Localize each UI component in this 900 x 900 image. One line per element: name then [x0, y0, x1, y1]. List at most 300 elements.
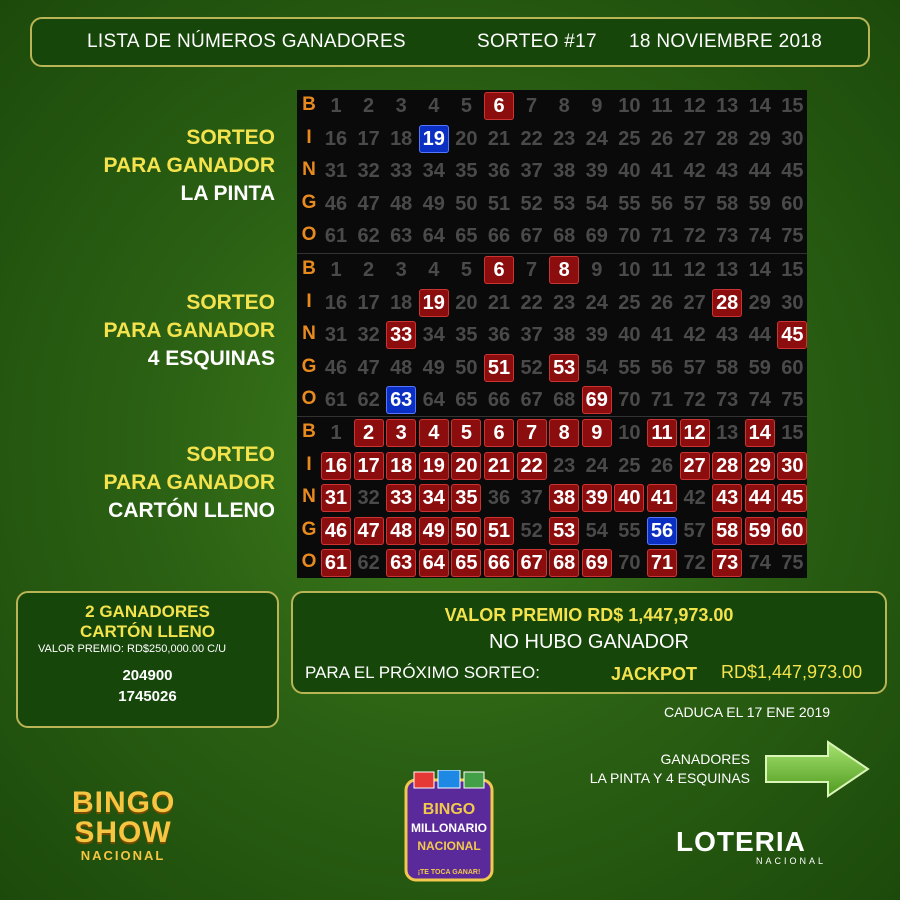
- bingo-board: [297, 90, 807, 578]
- bingo-number: 58: [716, 356, 739, 379]
- bingo-number: 46: [324, 356, 348, 379]
- bingo-number: 23: [553, 127, 576, 150]
- bingo-number: 70: [618, 552, 641, 575]
- bingo-number: 37: [520, 324, 543, 347]
- bingo-number: 53: [549, 517, 579, 545]
- bingo-number: 57: [683, 356, 706, 379]
- bingo-number: 3: [395, 259, 407, 281]
- bingo-show-logo: [72, 788, 174, 863]
- bingo-number: 2: [363, 95, 375, 117]
- logo-line: ¡TE TOCA GANAR!: [417, 869, 481, 876]
- section-label-4-esquinas: [60, 289, 275, 373]
- bingo-number: 10: [618, 259, 641, 281]
- bingo-number: 14: [748, 259, 771, 281]
- bingo-number: 12: [683, 95, 706, 117]
- bingo-row: [297, 220, 807, 253]
- jackpot-value: RD$1,447,973.00: [721, 662, 863, 682]
- bingo-number: 12: [683, 259, 706, 281]
- bingo-number: 21: [484, 452, 514, 480]
- bingo-number: 38: [553, 160, 576, 183]
- expiry-date: CADUCA EL 17 ENE 2019: [664, 704, 831, 720]
- winners-panel: [16, 591, 279, 728]
- bingo-number: 27: [680, 452, 710, 480]
- bingo-number: 25: [618, 291, 641, 314]
- bingo-number: 28: [712, 289, 742, 317]
- bingo-number: 5: [460, 95, 472, 117]
- bingo-number: 73: [716, 389, 739, 412]
- bingo-number: 45: [777, 321, 807, 349]
- bingo-number: 67: [520, 225, 543, 248]
- bingo-row: [297, 384, 807, 417]
- bingo-number: 58: [712, 517, 742, 545]
- bingo-number: 75: [781, 552, 804, 575]
- winner-number: 1745026: [118, 688, 177, 705]
- bingo-number: 37: [520, 487, 543, 510]
- bingo-number: 8: [549, 256, 579, 284]
- bingo-number: 74: [748, 552, 771, 575]
- bingo-number: 68: [549, 549, 579, 577]
- bingo-number: 11: [651, 95, 673, 117]
- bingo-number: 34: [422, 324, 445, 347]
- bingo-number: 59: [748, 192, 771, 215]
- bingo-number: 39: [582, 484, 612, 512]
- bingo-letter: G: [301, 518, 317, 540]
- bingo-number: 15: [781, 95, 804, 117]
- bingo-number: 10: [618, 95, 641, 117]
- bingo-letter: O: [301, 224, 317, 246]
- bingo-letter: B: [302, 258, 316, 279]
- bingo-number: 48: [390, 356, 413, 379]
- bingo-row: [297, 482, 807, 515]
- bingo-number: 67: [520, 389, 543, 412]
- bingo-number: 31: [321, 484, 351, 512]
- bingo-number: 72: [683, 552, 706, 575]
- bingo-number: 1: [330, 422, 342, 444]
- logo-line: SHOW: [74, 816, 172, 849]
- bingo-number: 69: [582, 549, 612, 577]
- bingo-number: 29: [748, 291, 771, 314]
- bingo-number: 42: [683, 487, 706, 510]
- bingo-number: 17: [357, 291, 380, 314]
- bingo-number: 58: [716, 192, 739, 215]
- bingo-number: 62: [357, 552, 380, 575]
- bingo-number: 25: [618, 454, 641, 477]
- logo-line: LOTERIA: [676, 826, 806, 857]
- bingo-row: [297, 319, 807, 352]
- bingo-number: 11: [651, 259, 673, 281]
- bingo-number: 65: [455, 389, 478, 412]
- bingo-number: 61: [324, 389, 348, 412]
- bingo-number: 16: [324, 291, 348, 314]
- section-label-line3: LA PINTA: [180, 182, 275, 205]
- bingo-number: 43: [716, 324, 739, 347]
- bingo-number: 40: [614, 484, 644, 512]
- bingo-number: 51: [487, 192, 511, 215]
- bingo-number: 19: [419, 125, 449, 153]
- bingo-number: 27: [683, 127, 706, 150]
- bingo-number: 26: [650, 291, 674, 314]
- bingo-number: 26: [650, 454, 674, 477]
- bingo-number: 50: [451, 517, 481, 545]
- bingo-number: 8: [549, 419, 579, 447]
- bingo-number: 59: [745, 517, 775, 545]
- bingo-number: 68: [553, 389, 576, 412]
- bingo-number: 55: [618, 192, 641, 215]
- bingo-row: [297, 188, 807, 221]
- bingo-number: 73: [716, 225, 739, 248]
- bingo-letter: B: [302, 421, 316, 442]
- bingo-number: 9: [591, 259, 603, 281]
- bingo-block: [297, 416, 807, 579]
- bingo-number: 10: [618, 422, 641, 444]
- bingo-number: 72: [683, 389, 706, 412]
- bingo-number: 75: [781, 389, 804, 412]
- bingo-number: 56: [650, 356, 674, 379]
- section-label-line3: 4 ESQUINAS: [147, 347, 275, 370]
- bingo-number: 49: [422, 356, 445, 379]
- bingo-number: 66: [484, 549, 514, 577]
- bingo-number: 54: [585, 519, 608, 542]
- bingo-number: 24: [585, 291, 608, 314]
- bingo-number: 60: [781, 192, 804, 215]
- bingo-number: 6: [484, 92, 514, 120]
- bingo-letter: O: [301, 551, 317, 573]
- bingo-number: 32: [357, 487, 380, 510]
- bingo-number: 47: [357, 192, 380, 215]
- bingo-number: 74: [748, 225, 771, 248]
- bingo-number: 75: [781, 225, 804, 248]
- bingo-number: 15: [781, 259, 804, 281]
- bingo-number: 51: [484, 354, 514, 382]
- bingo-number: 8: [558, 95, 570, 117]
- bingo-row: [297, 450, 807, 483]
- bingo-number: 34: [422, 160, 445, 183]
- bingo-row: [297, 155, 807, 188]
- bingo-number: 71: [647, 549, 677, 577]
- bingo-number: 50: [455, 192, 478, 215]
- bingo-number: 55: [618, 356, 641, 379]
- bingo-number: 9: [582, 419, 612, 447]
- section-label-line2: PARA GANADOR: [103, 154, 275, 177]
- arrow-right-icon[interactable]: [764, 738, 872, 800]
- bingo-number: 42: [683, 324, 706, 347]
- bingo-number: 28: [712, 452, 742, 480]
- bingo-number: 53: [553, 192, 576, 215]
- bingo-number: 61: [324, 225, 348, 248]
- bingo-number: 70: [618, 225, 641, 248]
- bingo-number: 18: [390, 291, 413, 314]
- winners-title-line2: CARTÓN LLENO: [79, 622, 216, 641]
- bingo-number: 3: [386, 419, 416, 447]
- bingo-number: 33: [390, 160, 413, 183]
- bingo-letter: N: [302, 486, 316, 508]
- bingo-number: 25: [618, 127, 641, 150]
- logo-line: NACIONAL: [755, 856, 826, 866]
- section-label-la-pinta: [60, 124, 275, 208]
- bingo-number: 43: [712, 484, 742, 512]
- bingo-number: 18: [386, 452, 416, 480]
- bingo-number: 54: [585, 192, 608, 215]
- bingo-number: 19: [419, 289, 449, 317]
- bingo-number: 17: [354, 452, 384, 480]
- prize-panel: [291, 591, 887, 694]
- bingo-number: 14: [748, 95, 771, 117]
- bingo-number: 64: [419, 549, 449, 577]
- bingo-number: 41: [647, 484, 677, 512]
- bingo-number: 71: [650, 389, 674, 412]
- bingo-number: 63: [390, 225, 413, 248]
- bingo-number: 31: [324, 160, 348, 183]
- bingo-number: 61: [321, 549, 351, 577]
- bingo-number: 24: [585, 454, 608, 477]
- bingo-number: 32: [357, 160, 380, 183]
- loteria-nacional-logo: [676, 826, 826, 866]
- bingo-number: 35: [451, 484, 481, 512]
- header-title: LISTA DE NÚMEROS GANADORES: [87, 31, 406, 52]
- bingo-millonario-logo: [400, 770, 498, 890]
- bingo-number: 44: [748, 160, 771, 183]
- bingo-number: 44: [745, 484, 775, 512]
- bingo-number: 32: [357, 324, 380, 347]
- bingo-number: 14: [745, 419, 775, 447]
- prize-value: VALOR PREMIO RD$ 1,447,973.00: [444, 605, 734, 625]
- bingo-number: 62: [357, 225, 380, 248]
- bingo-number: 13: [716, 259, 739, 281]
- bingo-number: 23: [553, 291, 576, 314]
- section-label-line1: SORTEO: [186, 443, 275, 466]
- bingo-number: 16: [324, 127, 348, 150]
- section-label-line2: PARA GANADOR: [103, 319, 275, 342]
- bingo-number: 62: [357, 389, 380, 412]
- bingo-number: 74: [748, 389, 771, 412]
- bingo-number: 21: [487, 127, 511, 150]
- bingo-number: 21: [487, 291, 511, 314]
- bingo-row: [297, 352, 807, 385]
- bingo-number: 5: [451, 419, 481, 447]
- bingo-number: 47: [357, 356, 380, 379]
- bingo-number: 13: [716, 95, 739, 117]
- jackpot-label: JACKPOT: [611, 664, 698, 684]
- prize-status: NO HUBO GANADOR: [488, 631, 690, 653]
- bingo-number: 64: [422, 225, 445, 248]
- header-bar: [30, 17, 870, 67]
- bingo-letter: I: [306, 290, 312, 312]
- bingo-number: 56: [647, 517, 677, 545]
- section-label-line3: CARTÓN LLENO: [108, 499, 275, 522]
- bingo-number: 7: [526, 259, 538, 281]
- logo-line: NACIONAL: [80, 848, 166, 863]
- bingo-number: 45: [777, 484, 807, 512]
- winners-prize-value: VALOR PREMIO: RD$250,000.00 C/U: [38, 643, 227, 655]
- bingo-letter: G: [301, 355, 317, 377]
- bingo-number: 31: [324, 324, 348, 347]
- bingo-number: 20: [455, 291, 478, 314]
- bingo-number: 40: [618, 324, 641, 347]
- bingo-row: [297, 515, 807, 548]
- bingo-number: 2: [354, 419, 384, 447]
- bingo-number: 42: [683, 160, 706, 183]
- bingo-number: 24: [585, 127, 608, 150]
- next-draw-label: PARA EL PRÓXIMO SORTEO:: [305, 663, 540, 682]
- bingo-number: 36: [487, 487, 511, 510]
- bingo-number: 69: [585, 225, 608, 248]
- bingo-number: 1: [330, 259, 342, 281]
- logo-line: BINGO: [422, 801, 476, 818]
- bingo-number: 54: [585, 356, 608, 379]
- bingo-number: 35: [455, 324, 478, 347]
- winner-number: 204900: [122, 667, 173, 684]
- bingo-number: 41: [650, 160, 674, 183]
- bingo-block: [297, 90, 807, 253]
- bingo-number: 38: [553, 324, 576, 347]
- bingo-letter: O: [301, 388, 317, 410]
- bingo-number: 33: [386, 484, 416, 512]
- bingo-number: 12: [680, 419, 710, 447]
- bingo-number: 6: [484, 419, 514, 447]
- bingo-number: 48: [386, 517, 416, 545]
- bingo-number: 33: [386, 321, 416, 349]
- bingo-letter: I: [306, 126, 312, 148]
- bingo-number: 49: [419, 517, 449, 545]
- bingo-number: 73: [712, 549, 742, 577]
- bingo-number: 37: [520, 160, 543, 183]
- bingo-number: 4: [419, 419, 449, 447]
- bingo-row: [297, 123, 807, 156]
- bingo-number: 40: [618, 160, 641, 183]
- bingo-number: 44: [748, 324, 771, 347]
- bingo-number: 6: [484, 256, 514, 284]
- bingo-number: 66: [487, 225, 511, 248]
- bingo-number: 39: [585, 324, 608, 347]
- bingo-number: 4: [428, 95, 440, 117]
- bingo-number: 70: [618, 389, 641, 412]
- logo-line: NACIONAL: [417, 839, 481, 853]
- bingo-number: 29: [748, 127, 771, 150]
- bingo-row: [297, 287, 807, 320]
- bingo-block: [297, 253, 807, 416]
- bingo-number: 68: [553, 225, 576, 248]
- bingo-number: 59: [748, 356, 771, 379]
- header-date: 18 NOVIEMBRE 2018: [629, 31, 823, 52]
- bingo-number: 46: [321, 517, 351, 545]
- bingo-number: 26: [650, 127, 674, 150]
- bingo-number: 65: [451, 549, 481, 577]
- bingo-number: 56: [650, 192, 674, 215]
- logo-line: MILLONARIO: [411, 821, 487, 835]
- bingo-number: 35: [455, 160, 478, 183]
- bingo-row: [297, 417, 807, 450]
- bingo-letter: N: [302, 159, 316, 181]
- bingo-number: 1: [330, 95, 342, 117]
- bingo-number: 20: [451, 452, 481, 480]
- bingo-number: 53: [549, 354, 579, 382]
- next-link-line1: GANADORES: [660, 751, 750, 767]
- bingo-number: 30: [777, 452, 807, 480]
- bingo-number: 50: [455, 356, 478, 379]
- bingo-number: 4: [428, 259, 440, 281]
- bingo-number: 63: [386, 549, 416, 577]
- bingo-number: 49: [422, 192, 445, 215]
- bingo-number: 29: [745, 452, 775, 480]
- bingo-number: 23: [553, 454, 576, 477]
- section-label-carton-lleno: [60, 441, 275, 525]
- bingo-number: 51: [484, 517, 514, 545]
- bingo-number: 46: [324, 192, 348, 215]
- bingo-number: 3: [395, 95, 407, 117]
- bingo-number: 15: [781, 422, 804, 444]
- bingo-letter: B: [302, 94, 316, 115]
- bingo-letter: N: [302, 323, 316, 345]
- bingo-number: 71: [650, 225, 674, 248]
- section-label-line2: PARA GANADOR: [103, 471, 275, 494]
- bingo-number: 72: [683, 225, 706, 248]
- next-winners-link[interactable]: [560, 750, 750, 788]
- bingo-number: 30: [781, 291, 804, 314]
- bingo-number: 7: [517, 419, 547, 447]
- bingo-number: 30: [781, 127, 804, 150]
- section-label-line1: SORTEO: [186, 126, 275, 149]
- bingo-number: 63: [386, 386, 416, 414]
- bingo-number: 47: [354, 517, 384, 545]
- bingo-number: 66: [487, 389, 511, 412]
- bingo-number: 65: [455, 225, 478, 248]
- bingo-row: [297, 90, 807, 123]
- bingo-number: 18: [390, 127, 413, 150]
- bingo-number: 22: [517, 452, 547, 480]
- bingo-number: 16: [321, 452, 351, 480]
- bingo-number: 20: [455, 127, 478, 150]
- bingo-number: 55: [618, 519, 641, 542]
- bingo-number: 2: [363, 259, 375, 281]
- bingo-number: 34: [419, 484, 449, 512]
- bingo-number: 22: [520, 127, 543, 150]
- bingo-number: 5: [460, 259, 472, 281]
- bingo-number: 36: [487, 160, 511, 183]
- bingo-number: 28: [716, 127, 739, 150]
- bingo-number: 19: [419, 452, 449, 480]
- bingo-number: 45: [781, 160, 804, 183]
- bingo-number: 27: [683, 291, 706, 314]
- header-draw: SORTEO #17: [477, 31, 597, 52]
- bingo-number: 13: [716, 422, 739, 444]
- bingo-number: 39: [585, 160, 608, 183]
- bingo-number: 69: [582, 386, 612, 414]
- bingo-number: 52: [520, 356, 543, 379]
- bingo-number: 9: [591, 95, 603, 117]
- section-label-line1: SORTEO: [186, 291, 275, 314]
- bingo-number: 17: [357, 127, 380, 150]
- bingo-number: 52: [520, 519, 543, 542]
- bingo-number: 60: [777, 517, 807, 545]
- bingo-number: 60: [781, 356, 804, 379]
- bingo-row: [297, 254, 807, 287]
- bingo-letter: G: [301, 191, 317, 213]
- bingo-number: 11: [647, 419, 677, 447]
- next-link-line2: LA PINTA Y 4 ESQUINAS: [589, 770, 750, 786]
- bingo-row: [297, 547, 807, 580]
- bingo-number: 64: [422, 389, 445, 412]
- bingo-number: 38: [549, 484, 579, 512]
- bingo-letter: I: [306, 453, 312, 475]
- bingo-number: 36: [487, 324, 511, 347]
- bingo-number: 67: [517, 549, 547, 577]
- bingo-number: 52: [520, 192, 543, 215]
- winners-title-line1: 2 GANADORES: [85, 602, 210, 621]
- logo-line: BINGO: [72, 786, 176, 819]
- bingo-number: 41: [650, 324, 674, 347]
- bingo-number: 43: [716, 160, 739, 183]
- bingo-number: 57: [683, 519, 706, 542]
